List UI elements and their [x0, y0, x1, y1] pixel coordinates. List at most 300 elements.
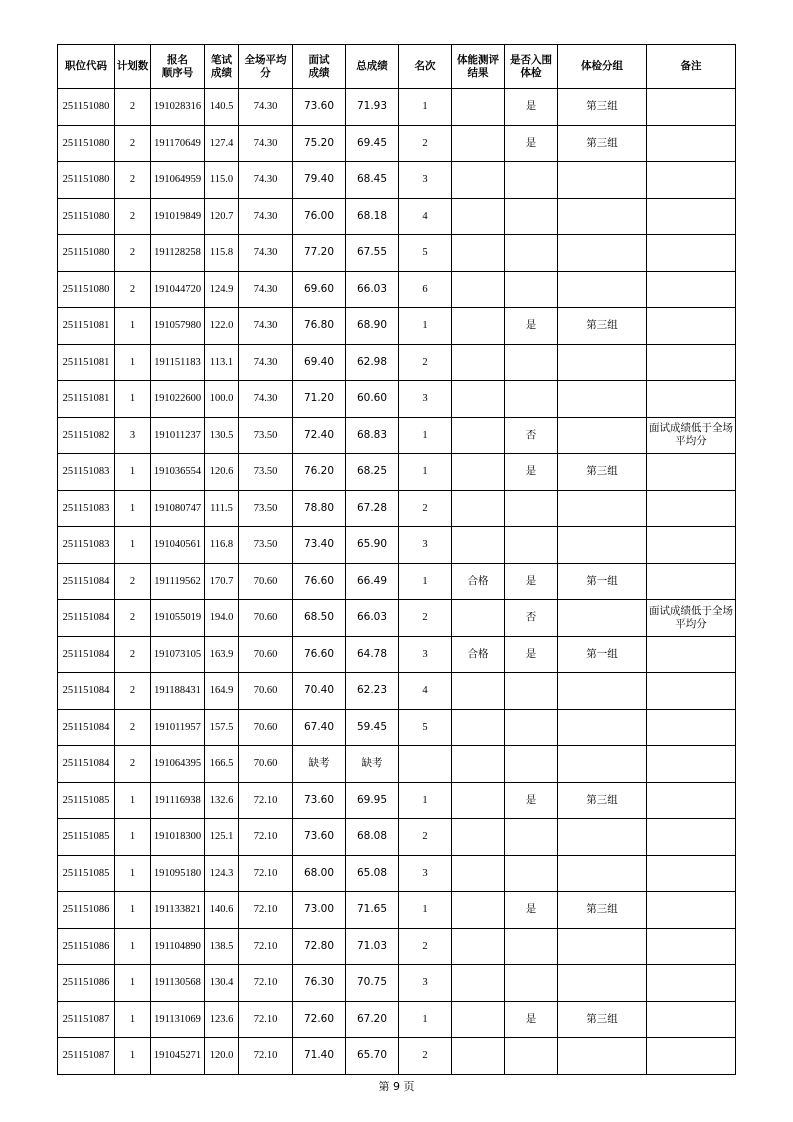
cell-shortlist: 是 [505, 636, 558, 673]
cell-note [647, 746, 736, 783]
cell-note [647, 344, 736, 381]
table-row [58, 819, 736, 856]
cell-total: 60.60 [346, 381, 399, 418]
cell-fitness [452, 490, 505, 527]
table-row [58, 709, 736, 746]
table-body [58, 89, 736, 1075]
cell-regno: 191119562 [151, 563, 205, 600]
cell-avg: 70.60 [239, 563, 293, 600]
cell-rank: 1 [399, 782, 452, 819]
cell-plan: 1 [115, 1001, 151, 1038]
cell-written: 115.8 [205, 235, 239, 272]
cell-written: 124.3 [205, 855, 239, 892]
cell-total: 69.95 [346, 782, 399, 819]
table-row [58, 308, 736, 345]
cell-code: 251151084 [58, 600, 115, 637]
cell-group [558, 527, 647, 564]
cell-regno: 191028316 [151, 89, 205, 126]
cell-fitness [452, 892, 505, 929]
cell-interview: 73.60 [293, 819, 346, 856]
cell-regno: 191036554 [151, 454, 205, 491]
cell-note [647, 490, 736, 527]
cell-written: 166.5 [205, 746, 239, 783]
cell-regno: 191064959 [151, 162, 205, 199]
cell-plan: 2 [115, 600, 151, 637]
cell-written: 132.6 [205, 782, 239, 819]
cell-shortlist [505, 235, 558, 272]
cell-group [558, 381, 647, 418]
cell-regno: 191128258 [151, 235, 205, 272]
cell-written: 140.6 [205, 892, 239, 929]
cell-written: 115.0 [205, 162, 239, 199]
cell-group: 第一组 [558, 563, 647, 600]
cell-regno: 191170649 [151, 125, 205, 162]
cell-code: 251151086 [58, 965, 115, 1002]
cell-plan: 2 [115, 709, 151, 746]
cell-interview: 68.00 [293, 855, 346, 892]
cell-interview: 70.40 [293, 673, 346, 710]
cell-code: 251151084 [58, 636, 115, 673]
cell-interview: 76.60 [293, 563, 346, 600]
cell-code: 251151080 [58, 271, 115, 308]
cell-avg: 72.10 [239, 1001, 293, 1038]
results-table [57, 44, 736, 1075]
cell-shortlist [505, 162, 558, 199]
cell-total: 62.23 [346, 673, 399, 710]
table-row [58, 746, 736, 783]
cell-total: 71.65 [346, 892, 399, 929]
cell-total: 65.70 [346, 1038, 399, 1075]
cell-regno: 191057980 [151, 308, 205, 345]
cell-rank: 1 [399, 308, 452, 345]
cell-regno: 191018300 [151, 819, 205, 856]
cell-code: 251151087 [58, 1038, 115, 1075]
cell-rank: 2 [399, 125, 452, 162]
cell-avg: 74.30 [239, 198, 293, 235]
cell-interview: 73.60 [293, 89, 346, 126]
cell-plan: 1 [115, 892, 151, 929]
cell-total: 68.18 [346, 198, 399, 235]
cell-total: 70.75 [346, 965, 399, 1002]
cell-code: 251151083 [58, 454, 115, 491]
cell-interview: 69.40 [293, 344, 346, 381]
cell-regno: 191022600 [151, 381, 205, 418]
cell-note [647, 636, 736, 673]
cell-interview: 73.40 [293, 527, 346, 564]
cell-shortlist [505, 819, 558, 856]
cell-code: 251151085 [58, 782, 115, 819]
cell-rank: 1 [399, 454, 452, 491]
cell-interview: 69.60 [293, 271, 346, 308]
cell-plan: 1 [115, 344, 151, 381]
cell-rank: 3 [399, 527, 452, 564]
cell-rank [399, 746, 452, 783]
cell-rank: 5 [399, 709, 452, 746]
cell-rank: 2 [399, 928, 452, 965]
cell-interview: 76.30 [293, 965, 346, 1002]
cell-fitness [452, 381, 505, 418]
cell-code: 251151080 [58, 235, 115, 272]
cell-fitness [452, 308, 505, 345]
page-number: 第 9 页 [378, 1080, 415, 1093]
cell-regno: 191019849 [151, 198, 205, 235]
header-plan: 计划数 [115, 45, 151, 89]
cell-code: 251151086 [58, 892, 115, 929]
header-interview: 面试 成绩 [293, 45, 346, 89]
cell-code: 251151081 [58, 308, 115, 345]
cell-note [647, 162, 736, 199]
cell-group [558, 965, 647, 1002]
cell-plan: 1 [115, 454, 151, 491]
cell-group [558, 490, 647, 527]
cell-code: 251151085 [58, 819, 115, 856]
cell-interview: 73.00 [293, 892, 346, 929]
cell-fitness [452, 162, 505, 199]
cell-note [647, 709, 736, 746]
cell-group: 第一组 [558, 636, 647, 673]
cell-avg: 72.10 [239, 965, 293, 1002]
cell-avg: 73.50 [239, 417, 293, 454]
cell-avg: 70.60 [239, 673, 293, 710]
cell-rank: 2 [399, 600, 452, 637]
cell-rank: 5 [399, 235, 452, 272]
cell-shortlist [505, 271, 558, 308]
cell-note [647, 89, 736, 126]
cell-written: 138.5 [205, 928, 239, 965]
table-row [58, 162, 736, 199]
cell-plan: 2 [115, 198, 151, 235]
cell-code: 251151083 [58, 490, 115, 527]
cell-total: 71.93 [346, 89, 399, 126]
cell-group: 第三组 [558, 125, 647, 162]
cell-fitness [452, 928, 505, 965]
cell-avg: 70.60 [239, 600, 293, 637]
cell-fitness [452, 782, 505, 819]
cell-fitness: 合格 [452, 563, 505, 600]
table-row [58, 89, 736, 126]
cell-note [647, 308, 736, 345]
cell-shortlist [505, 855, 558, 892]
cell-code: 251151087 [58, 1001, 115, 1038]
cell-code: 251151084 [58, 746, 115, 783]
cell-note [647, 855, 736, 892]
cell-rank: 1 [399, 892, 452, 929]
table-row [58, 344, 736, 381]
cell-code: 251151080 [58, 162, 115, 199]
cell-avg: 70.60 [239, 746, 293, 783]
cell-total: 68.90 [346, 308, 399, 345]
cell-shortlist: 是 [505, 89, 558, 126]
cell-note [647, 198, 736, 235]
header-row [58, 45, 736, 89]
table-row [58, 928, 736, 965]
header-fitness: 体能测评 结果 [452, 45, 505, 89]
cell-fitness [452, 965, 505, 1002]
cell-total: 62.98 [346, 344, 399, 381]
cell-fitness [452, 198, 505, 235]
cell-fitness [452, 855, 505, 892]
table-row [58, 892, 736, 929]
cell-regno: 191055019 [151, 600, 205, 637]
cell-avg: 74.30 [239, 89, 293, 126]
cell-plan: 2 [115, 563, 151, 600]
cell-note [647, 527, 736, 564]
cell-avg: 72.10 [239, 855, 293, 892]
cell-plan: 1 [115, 965, 151, 1002]
cell-group [558, 673, 647, 710]
cell-plan: 2 [115, 162, 151, 199]
cell-interview: 72.40 [293, 417, 346, 454]
cell-total: 66.49 [346, 563, 399, 600]
cell-rank: 2 [399, 344, 452, 381]
cell-interview: 76.00 [293, 198, 346, 235]
cell-group [558, 928, 647, 965]
cell-group: 第三组 [558, 1001, 647, 1038]
cell-regno: 191151183 [151, 344, 205, 381]
cell-written: 120.6 [205, 454, 239, 491]
cell-interview: 68.50 [293, 600, 346, 637]
cell-shortlist [505, 1038, 558, 1075]
cell-avg: 74.30 [239, 381, 293, 418]
cell-group [558, 417, 647, 454]
cell-shortlist [505, 746, 558, 783]
table-row [58, 381, 736, 418]
cell-plan: 1 [115, 819, 151, 856]
cell-note: 面试成绩低于全场平均分 [647, 600, 736, 637]
cell-group [558, 819, 647, 856]
cell-total: 68.45 [346, 162, 399, 199]
cell-note [647, 1001, 736, 1038]
table-row [58, 673, 736, 710]
cell-total: 67.55 [346, 235, 399, 272]
cell-plan: 3 [115, 417, 151, 454]
cell-regno: 191045271 [151, 1038, 205, 1075]
cell-code: 251151082 [58, 417, 115, 454]
cell-plan: 1 [115, 490, 151, 527]
cell-rank: 3 [399, 636, 452, 673]
cell-interview: 72.60 [293, 1001, 346, 1038]
cell-fitness [452, 417, 505, 454]
cell-written: 170.7 [205, 563, 239, 600]
cell-written: 113.1 [205, 344, 239, 381]
cell-avg: 72.10 [239, 782, 293, 819]
cell-regno: 191188431 [151, 673, 205, 710]
cell-note [647, 381, 736, 418]
cell-regno: 191040561 [151, 527, 205, 564]
cell-shortlist: 是 [505, 454, 558, 491]
cell-written: 164.9 [205, 673, 239, 710]
cell-group [558, 709, 647, 746]
cell-regno: 191095180 [151, 855, 205, 892]
cell-group: 第三组 [558, 454, 647, 491]
cell-rank: 1 [399, 89, 452, 126]
cell-plan: 1 [115, 1038, 151, 1075]
cell-regno: 191116938 [151, 782, 205, 819]
cell-avg: 72.10 [239, 819, 293, 856]
cell-written: 130.5 [205, 417, 239, 454]
cell-total: 65.90 [346, 527, 399, 564]
table-row [58, 563, 736, 600]
cell-shortlist [505, 198, 558, 235]
cell-note [647, 563, 736, 600]
cell-note [647, 892, 736, 929]
cell-written: 116.8 [205, 527, 239, 564]
cell-total: 66.03 [346, 600, 399, 637]
cell-total: 67.20 [346, 1001, 399, 1038]
cell-fitness [452, 600, 505, 637]
cell-rank: 1 [399, 417, 452, 454]
cell-group [558, 746, 647, 783]
cell-written: 122.0 [205, 308, 239, 345]
cell-shortlist: 是 [505, 782, 558, 819]
cell-code: 251151080 [58, 89, 115, 126]
cell-fitness [452, 709, 505, 746]
cell-shortlist: 是 [505, 125, 558, 162]
header-written: 笔试 成绩 [205, 45, 239, 89]
cell-code: 251151080 [58, 198, 115, 235]
cell-written: 120.0 [205, 1038, 239, 1075]
cell-fitness [452, 746, 505, 783]
cell-regno: 191044720 [151, 271, 205, 308]
cell-shortlist [505, 527, 558, 564]
table-row [58, 527, 736, 564]
table-row [58, 454, 736, 491]
cell-code: 251151080 [58, 125, 115, 162]
cell-regno: 191073105 [151, 636, 205, 673]
cell-shortlist [505, 344, 558, 381]
cell-plan: 1 [115, 855, 151, 892]
cell-fitness [452, 344, 505, 381]
cell-group [558, 198, 647, 235]
cell-avg: 72.10 [239, 892, 293, 929]
cell-note [647, 454, 736, 491]
header-rank: 名次 [399, 45, 452, 89]
header-avg: 全场平均 分 [239, 45, 293, 89]
cell-regno: 191011237 [151, 417, 205, 454]
cell-group: 第三组 [558, 308, 647, 345]
cell-note [647, 235, 736, 272]
table-row [58, 125, 736, 162]
cell-total: 64.78 [346, 636, 399, 673]
cell-interview: 77.20 [293, 235, 346, 272]
cell-shortlist: 否 [505, 600, 558, 637]
table-row [58, 1001, 736, 1038]
cell-group [558, 600, 647, 637]
cell-fitness [452, 819, 505, 856]
cell-group: 第三组 [558, 782, 647, 819]
cell-plan: 2 [115, 746, 151, 783]
cell-avg: 74.30 [239, 125, 293, 162]
cell-written: 120.7 [205, 198, 239, 235]
cell-code: 251151085 [58, 855, 115, 892]
cell-plan: 1 [115, 381, 151, 418]
cell-plan: 2 [115, 125, 151, 162]
cell-rank: 6 [399, 271, 452, 308]
cell-fitness [452, 1001, 505, 1038]
cell-group [558, 1038, 647, 1075]
cell-plan: 2 [115, 673, 151, 710]
cell-interview: 76.20 [293, 454, 346, 491]
cell-note [647, 271, 736, 308]
cell-interview: 73.60 [293, 782, 346, 819]
cell-code: 251151084 [58, 709, 115, 746]
table-row [58, 782, 736, 819]
cell-avg: 73.50 [239, 527, 293, 564]
cell-shortlist: 是 [505, 308, 558, 345]
cell-group [558, 235, 647, 272]
cell-written: 163.9 [205, 636, 239, 673]
cell-avg: 74.30 [239, 344, 293, 381]
cell-fitness [452, 271, 505, 308]
cell-interview: 76.60 [293, 636, 346, 673]
cell-rank: 3 [399, 162, 452, 199]
table-row [58, 198, 736, 235]
cell-interview: 79.40 [293, 162, 346, 199]
cell-note [647, 673, 736, 710]
cell-interview: 71.40 [293, 1038, 346, 1075]
cell-total: 66.03 [346, 271, 399, 308]
header-shortlist: 是否入围 体检 [505, 45, 558, 89]
cell-written: 140.5 [205, 89, 239, 126]
cell-shortlist [505, 490, 558, 527]
cell-interview: 67.40 [293, 709, 346, 746]
cell-regno: 191011957 [151, 709, 205, 746]
cell-total: 68.08 [346, 819, 399, 856]
cell-fitness: 合格 [452, 636, 505, 673]
cell-avg: 70.60 [239, 709, 293, 746]
cell-fitness [452, 89, 505, 126]
cell-note [647, 125, 736, 162]
cell-rank: 3 [399, 965, 452, 1002]
cell-avg: 70.60 [239, 636, 293, 673]
cell-written: 125.1 [205, 819, 239, 856]
cell-code: 251151083 [58, 527, 115, 564]
cell-interview: 71.20 [293, 381, 346, 418]
cell-avg: 74.30 [239, 271, 293, 308]
cell-written: 100.0 [205, 381, 239, 418]
cell-group [558, 344, 647, 381]
header-total: 总成绩 [346, 45, 399, 89]
cell-interview: 75.20 [293, 125, 346, 162]
cell-note: 面试成绩低于全场平均分 [647, 417, 736, 454]
table-row [58, 636, 736, 673]
cell-avg: 74.30 [239, 308, 293, 345]
cell-shortlist: 是 [505, 1001, 558, 1038]
table-row [58, 1038, 736, 1075]
cell-total: 71.03 [346, 928, 399, 965]
cell-written: 130.4 [205, 965, 239, 1002]
header-regno: 报名 顺序号 [151, 45, 205, 89]
cell-rank: 4 [399, 198, 452, 235]
table-row [58, 271, 736, 308]
cell-written: 127.4 [205, 125, 239, 162]
cell-group: 第三组 [558, 892, 647, 929]
header-note: 备注 [647, 45, 736, 89]
cell-group: 第三组 [558, 89, 647, 126]
cell-rank: 2 [399, 490, 452, 527]
cell-fitness [452, 235, 505, 272]
cell-rank: 3 [399, 855, 452, 892]
cell-shortlist [505, 673, 558, 710]
cell-plan: 1 [115, 928, 151, 965]
cell-code: 251151081 [58, 344, 115, 381]
cell-note [647, 819, 736, 856]
cell-avg: 73.50 [239, 490, 293, 527]
cell-written: 124.9 [205, 271, 239, 308]
cell-interview: 76.80 [293, 308, 346, 345]
table-row [58, 235, 736, 272]
cell-written: 123.6 [205, 1001, 239, 1038]
